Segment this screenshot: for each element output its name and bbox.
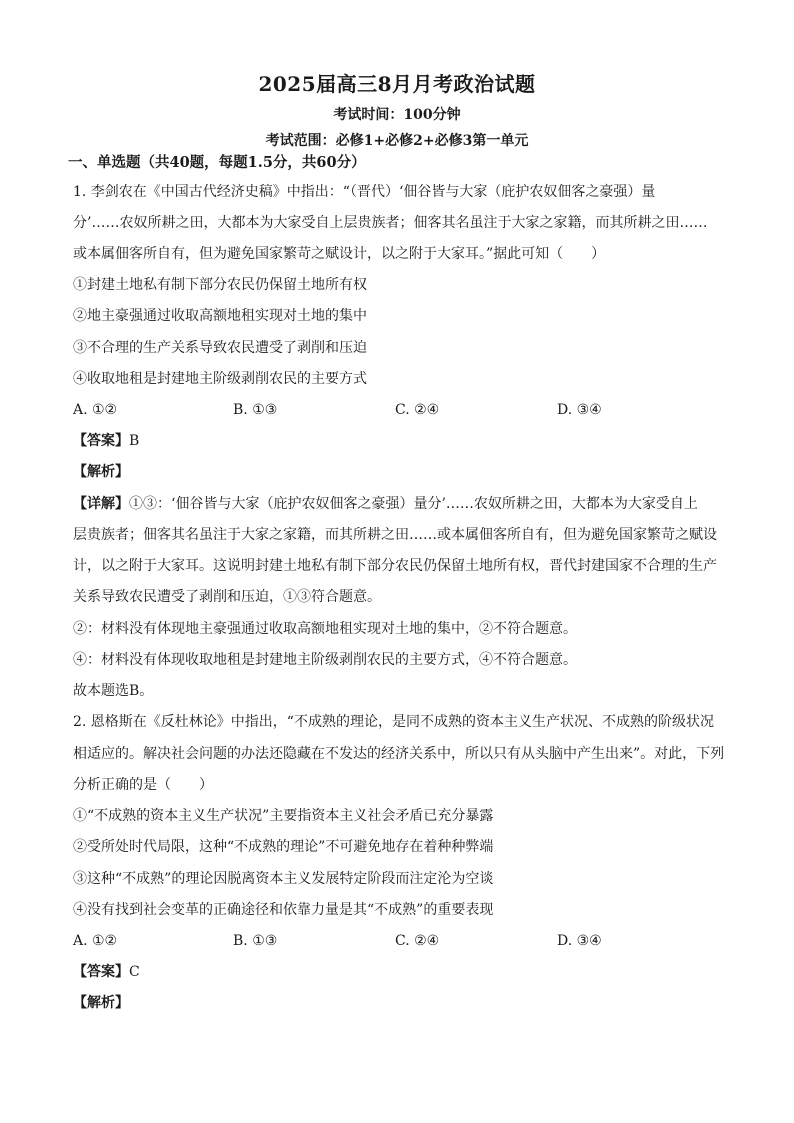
q1-detail-line-2: 层贵族者；佃客其名虽注于大家之家籍，而其所耕之田……或本属佃客所自有，但为避免国家繁苛之赋设 [73, 527, 717, 543]
q1-option-d: D. ③④ [557, 402, 602, 418]
analysis-label: 【解析】 [73, 464, 129, 480]
q1-detail-line-6: ④：材料没有体现收取地租是封建地主阶级剥削农民的主要方式，④不符合题意。 [73, 652, 577, 668]
q2-statement-4: ④没有找到社会变革的正确途径和依靠力量是其“不成熟”的重要表现 [73, 902, 494, 918]
q2-option-b: B. ①③ [233, 933, 278, 949]
q2-answer [73, 962, 733, 982]
q1-option-a: A. ①② [73, 402, 118, 418]
q2-statement-1: ①“不成熟的资本主义生产状况”主要指资本主义社会矛盾已充分暴露 [73, 808, 494, 824]
q1-statement-4: ④收取地租是封建地主阶级剥削农民的主要方式 [73, 371, 367, 387]
q2-options [73, 931, 733, 951]
q2-stem-line-3: 分析正确的是（ ） [73, 777, 213, 793]
answer-label: 【答案】 [73, 964, 129, 980]
q2-option-d: D. ③④ [557, 933, 602, 949]
q2-stem-line-1: 2. 恩格斯在《反杜林论》中指出，“不成熟的理论，是同不成熟的资本主义生产状况、不成熟的阶级状况 [73, 714, 714, 730]
exam-title: 2025届高三8月月考政治试题 [258, 72, 536, 96]
q1-stem-line-2: 分’……农奴所耕之田，大都本为大家受自上层贵族者；佃客其名虽注于大家之家籍，而其所耕之田…… [73, 215, 708, 231]
exam-time: 考试时间：100分钟 [333, 107, 461, 123]
q1-detail-line-7: 故本题选B。 [73, 683, 154, 699]
q2-option-a: A. ①② [73, 933, 118, 949]
answer-label: 【答案】 [73, 433, 129, 449]
q1-option-b: B. ①③ [233, 402, 278, 418]
q2-statement-3: ③这种“不成熟”的理论因脱离资本主义发展特定阶段而注定沦为空谈 [73, 871, 494, 887]
q1-stem-line-3: 或本属佃客所自有，但为避免国家繁苛之赋设计，以之附于大家耳。”据此可知（ ） [73, 246, 606, 262]
q1-option-c: C. ②④ [395, 402, 440, 418]
q2-analysis [73, 993, 733, 1013]
q1-options [73, 400, 733, 420]
q1-detail-line-1 [73, 494, 733, 514]
q1-detail-text-1: ①③：‘佃谷皆与大家（庇护农奴佃客之豪强）量分’……农奴所耕之田，大都本为大家受自上 [129, 496, 698, 512]
q1-statement-1: ①封建土地私有制下部分农民仍保留土地所有权 [73, 277, 367, 293]
exam-scope: 考试范围：必修1+必修2+必修3第一单元 [265, 133, 529, 149]
q1-statement-3: ③不合理的生产关系导致农民遭受了剥削和压迫 [73, 340, 367, 356]
q1-statement-2: ②地主豪强通过收取高额地租实现对土地的集中 [73, 308, 367, 324]
q2-answer-value: C [129, 964, 140, 980]
analysis-label: 【解析】 [73, 995, 129, 1011]
detail-label: 【详解】 [73, 496, 129, 512]
section-heading: 一、单选题（共40题，每题1.5分，共60分） [68, 154, 366, 171]
q1-stem-line-1: 1. 李剑农在《中国古代经济史稿》中指出：“（晋代）‘佃谷皆与大家（庇护农奴佃客之豪强）量 [73, 184, 656, 200]
q2-statement-2: ②受所处时代局限，这种“不成熟的理论”不可避免地存在着种种弊端 [73, 839, 494, 855]
q2-option-c: C. ②④ [395, 933, 440, 949]
q1-detail-line-4: 关系导致农民遭受了剥削和压迫，①③符合题意。 [73, 589, 381, 605]
q1-detail-line-5: ②：材料没有体现地主豪强通过收取高额地租实现对土地的集中，②不符合题意。 [73, 621, 577, 637]
q1-detail-line-3: 计，以之附于大家耳。这说明封建土地私有制下部分农民仍保留土地所有权，晋代封建国家不合理的生产 [73, 558, 717, 574]
q1-answer-value: B [129, 433, 140, 449]
q2-stem-line-2: 相适应的。解决社会问题的办法还隐藏在不发达的经济关系中，所以只有从头脑中产生出来”。对此，下列 [73, 746, 725, 762]
q1-answer [73, 431, 733, 451]
q1-analysis [73, 462, 733, 482]
